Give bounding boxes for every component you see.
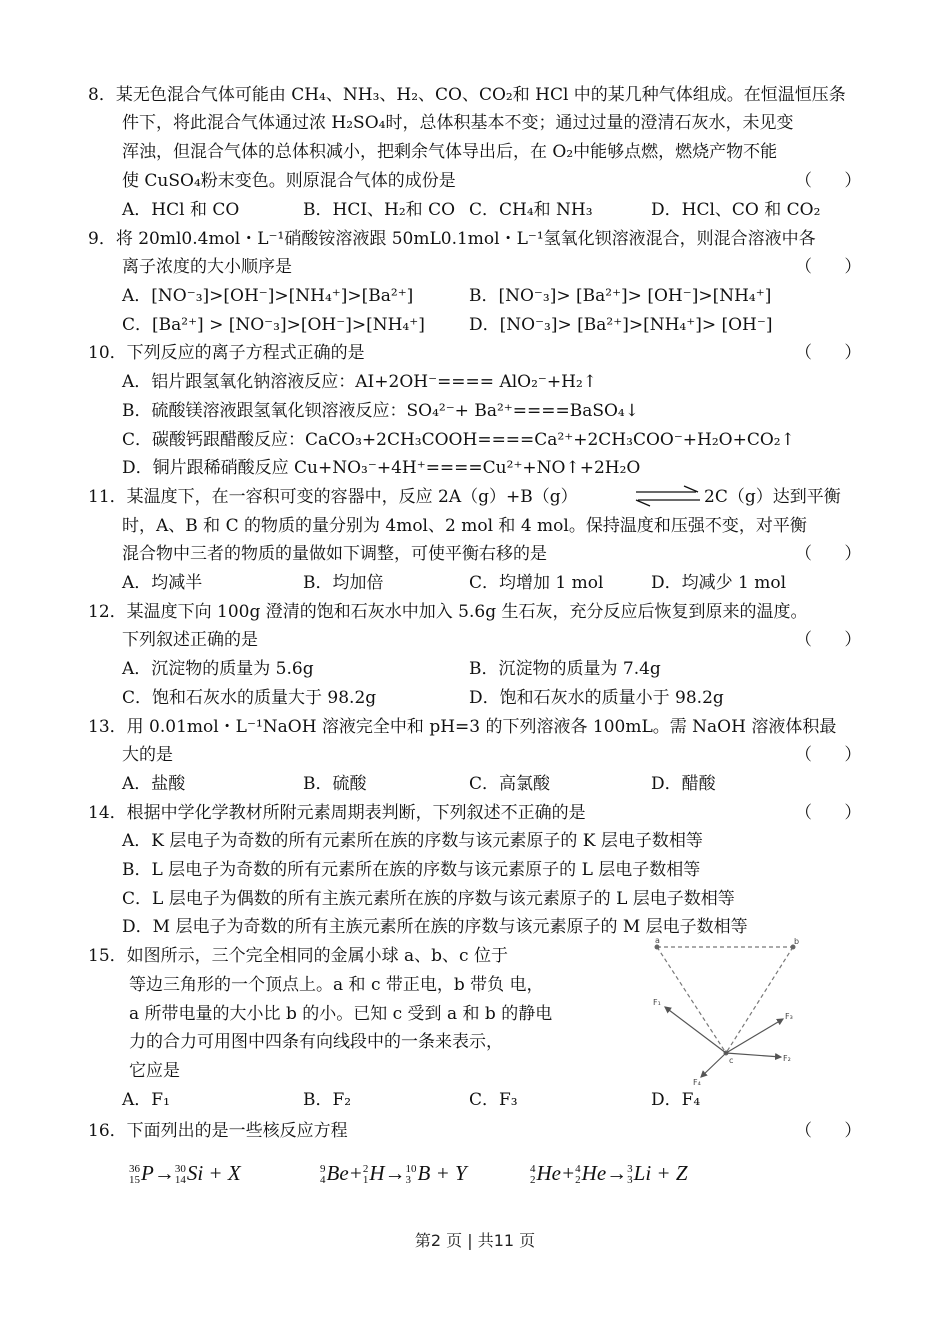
q11-line-3: 混合物中三者的物质的量做如下调整，可使平衡右移的是 [122, 544, 547, 564]
mass-number: 36 [129, 1163, 140, 1176]
reaction-arrow: → [153, 1161, 175, 1185]
mass-number: 10 [405, 1163, 417, 1176]
q11-line-1b: 2C（g）达到平衡 [704, 487, 841, 507]
force-f4-vector [701, 1053, 726, 1077]
q16-answer-paren: （ ） [795, 1121, 862, 1141]
force-f1-vector [665, 1007, 726, 1053]
triangle-side-bc [726, 947, 793, 1053]
equilibrium-arrow-icon [632, 484, 704, 508]
q15-line-2: 等边三角形的一个顶点上。a 和 c 带正电，b 带负 电， [129, 975, 544, 995]
q13-line-1: 13．用 0.01mol・L⁻¹NaOH 溶液完全中和 pH=3 的下列溶液各 100mL。需 NaOH 溶液体积最 [88, 717, 837, 737]
nuclear-equation-3 [530, 1158, 688, 1188]
triangle-side-ac [657, 947, 726, 1053]
q9-line-2: 离子浓度的大小顺序是 [122, 257, 292, 277]
mass-number: 30 [174, 1163, 186, 1176]
mass-number: 2 [362, 1163, 369, 1176]
nuclide-symbol: B + Y [417, 1161, 467, 1185]
page-footer: 第2 页 | 共11 页 [414, 1231, 536, 1250]
label-f1: F₁ [653, 998, 661, 1007]
q8-line-1: 8．某无色混合气体可能由 CH₄、NH₃、H₂、CO、CO₂和 HCl 中的某几种气体组成。在恒温恒压条 [88, 85, 846, 105]
label-f4: F₄ [693, 1078, 701, 1087]
atomic-number: 15 [129, 1174, 140, 1187]
q15-option-a: A．F₁ [122, 1090, 170, 1110]
q13-option-c: C．高氯酸 [469, 774, 551, 794]
q10-option-c: C．碳酸钙跟醋酸反应：CaCO₃+2CH₃COOH====Ca²⁺+2CH₃COO⁻+H₂O+CO₂↑ [122, 430, 795, 450]
q15-line-4: 力的合力可用图中四条有向线段中的一条来表示， [129, 1032, 503, 1052]
atomic-number: 1 [362, 1174, 369, 1187]
q9-option-b: B．[NO⁻₃]> [Ba²⁺]> [OH⁻]>[NH₄⁺] [469, 286, 772, 306]
q10-answer-paren: （ ） [795, 343, 862, 363]
nuclide-symbol: Si + X [186, 1161, 241, 1185]
q8-line-2: 件下，将此混合气体通过浓 H₂SO₄时，总体积基本不变；通过过量的澄清石灰水，未见变 [122, 113, 794, 133]
q9-line-1: 9．将 20ml0.4mol・L⁻¹硝酸铵溶液跟 50mL0.1mol・L⁻¹氢氧化钡溶液混合，则混合溶液中各 [88, 229, 816, 249]
q13-option-a: A．盐酸 [122, 774, 186, 794]
q13-option-d: D．醋酸 [651, 774, 716, 794]
q11-line-1a: 11．某温度下，在一容积可变的容器中，反应 2A（g）+B（g） [88, 487, 578, 507]
q15-line-1: 15．如图所示，三个完全相同的金属小球 a、b、c 位于 [88, 946, 508, 966]
mass-number: 9 [320, 1163, 326, 1176]
force-f2-vector [726, 1053, 781, 1057]
q14-option-b: B．L 层电子为奇数的所有元素所在族的序数与该元素原子的 L 层电子数相等 [122, 860, 701, 880]
q10-option-a: A．铝片跟氢氧化钠溶液反应：AI+2OH⁻==== AlO₂⁻+H₂↑ [122, 372, 598, 392]
q8-option-d: D．HCl、CO 和 CO₂ [651, 200, 821, 220]
q16-line-1: 16．下面列出的是一些核反应方程 [88, 1121, 348, 1141]
nuclide-symbol: Li + Z [633, 1161, 688, 1185]
q11-option-c: C．均增加 1 mol [469, 573, 604, 593]
q10-option-d: D．铜片跟稀硝酸反应 Cu+NO₃⁻+4H⁺====Cu²⁺+NO↑+2H₂O [122, 458, 641, 478]
atomic-number: 2 [575, 1174, 581, 1187]
label-c: c [729, 1056, 734, 1065]
q12-answer-paren: （ ） [795, 630, 862, 650]
q8-line-4: 使 CuSO₄粉末变色。则原混合气体的成份是 [122, 171, 456, 191]
q13-answer-paren: （ ） [795, 745, 862, 765]
q14-option-c: C．L 层电子为偶数的所有主族元素所在族的序数与该元素原子的 L 层电子数相等 [122, 889, 735, 909]
q12-option-a: A．沉淀物的质量为 5.6g [122, 659, 314, 679]
q8-option-a: A．HCl 和 CO [122, 200, 240, 220]
q8-option-c: C．CH₄和 NH₃ [469, 200, 593, 220]
q12-option-c: C．饱和石灰水的质量大于 98.2g [122, 688, 377, 708]
q8-line-3: 浑浊，但混合气体的总体积减小，把剩余气体导出后，在 O₂中能够点燃，燃烧产物不能 [122, 142, 778, 162]
q13-option-b: B．硫酸 [303, 774, 367, 794]
q12-option-b: B．沉淀物的质量为 7.4g [469, 659, 661, 679]
label-b: b [794, 937, 800, 946]
q14-answer-paren: （ ） [795, 803, 862, 823]
q15-line-5: 它应是 [129, 1061, 180, 1081]
q15-line-3: a 所带电量的大小比 b 的小。已知 c 受到 a 和 b 的静电 [129, 1004, 553, 1024]
label-f2: F₂ [783, 1054, 791, 1063]
q11-answer-paren: （ ） [795, 544, 862, 564]
q15-option-b: B．F₂ [303, 1090, 352, 1110]
atomic-number: 14 [174, 1174, 186, 1187]
q9-option-a: A．[NO⁻₃]>[OH⁻]>[NH₄⁺]>[Ba²⁺] [122, 286, 414, 306]
q9-option-c: C．[Ba²⁺] > [NO⁻₃]>[OH⁻]>[NH₄⁺] [122, 315, 425, 335]
q11-option-d: D．均减少 1 mol [651, 573, 787, 593]
ball-a [655, 945, 660, 950]
atomic-number: 3 [627, 1174, 633, 1187]
atomic-number: 2 [530, 1174, 536, 1187]
nuclide-symbol: P [141, 1161, 154, 1185]
q12-option-d: D．饱和石灰水的质量小于 98.2g [469, 688, 724, 708]
nuclear-equation-1 [129, 1158, 241, 1188]
q10-option-b: B．硫酸镁溶液跟氢氧化钡溶液反应：SO₄²⁻+ Ba²⁺====BaSO₄↓ [122, 401, 639, 421]
nuclide-symbol: He [581, 1161, 607, 1185]
q12-line-2: 下列叙述正确的是 [122, 630, 258, 650]
nuclide-symbol: H [369, 1161, 385, 1185]
atomic-number: 4 [320, 1174, 326, 1187]
nuclide-symbol: He+ [536, 1161, 576, 1185]
mass-number: 4 [575, 1163, 581, 1176]
mass-number: 3 [627, 1163, 633, 1176]
q10-line-1: 10．下列反应的离子方程式正确的是 [88, 343, 365, 363]
q15-option-c: C．F₃ [469, 1090, 518, 1110]
nuclear-equation-2 [320, 1158, 467, 1188]
q8-answer-paren: （ ） [795, 171, 862, 191]
q11-line-2: 时，A、B 和 C 的物质的量分别为 4mol、2 mol 和 4 mol。保持温度和压强不变，对平衡 [122, 516, 807, 536]
q14-option-d: D．M 层电子为奇数的所有主族元素所在族的序数与该元素原子的 M 层电子数相等 [122, 917, 748, 937]
force-f3-vector [726, 1019, 783, 1053]
label-a: a [655, 936, 660, 945]
q11-option-a: A．均减半 [122, 573, 203, 593]
q13-line-2: 大的是 [122, 745, 173, 765]
mass-number: 4 [530, 1163, 536, 1176]
label-f3: F₃ [785, 1012, 793, 1021]
q9-answer-paren: （ ） [795, 257, 862, 277]
q11-option-b: B．均加倍 [303, 573, 384, 593]
q12-line-1: 12．某温度下向 100g 澄清的饱和石灰水中加入 5.6g 生石灰，充分反应后恢复到原来的温度。 [88, 602, 808, 622]
q14-line-1: 14．根据中学化学教材所附元素周期表判断，下列叙述不正确的是 [88, 803, 586, 823]
q14-option-a: A．K 层电子为奇数的所有元素所在族的序数与该元素原子的 K 层电子数相等 [122, 831, 703, 851]
charge-force-diagram [643, 935, 815, 1087]
reaction-arrow: → [606, 1161, 628, 1185]
q8-option-b: B．HCI、H₂和 CO [303, 200, 456, 220]
nuclide-symbol: Be+ [326, 1161, 363, 1185]
atomic-number: 3 [405, 1174, 411, 1187]
q9-option-d: D．[NO⁻₃]> [Ba²⁺]>[NH₄⁺]> [OH⁻] [469, 315, 773, 335]
q15-option-d: D．F₄ [651, 1090, 701, 1110]
reaction-arrow: → [384, 1161, 406, 1185]
